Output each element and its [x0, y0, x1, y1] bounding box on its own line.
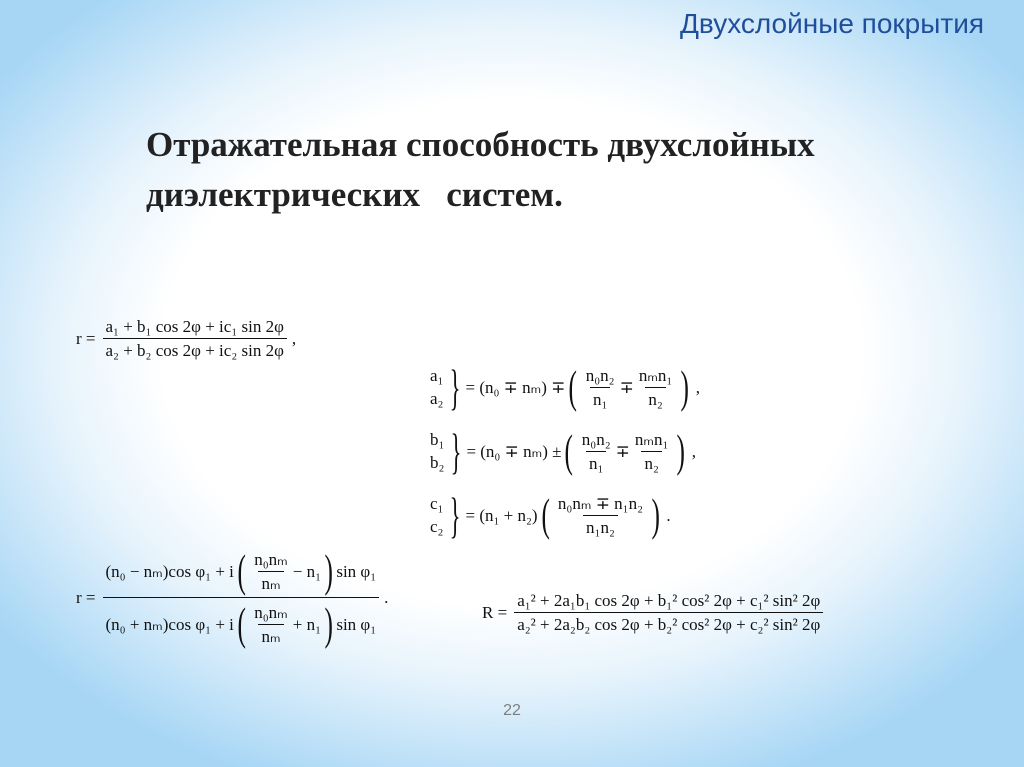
numerator: n₀nₘ — [254, 549, 288, 569]
numerator-left: (n₀ − nₘ)cos φ₁ + i — [105, 561, 234, 581]
formula-R — [482, 592, 825, 633]
formula-middle: = (n₀ ∓ nₘ) ∓ — [465, 377, 566, 397]
numerator: n₀n₂ — [585, 365, 615, 385]
formula-b-coefficients — [430, 423, 696, 479]
paren-left: ( — [237, 598, 246, 649]
inner-fraction — [251, 604, 291, 645]
denominator: n₂ — [641, 451, 661, 472]
fraction — [103, 545, 380, 649]
formula-middle: = (n₀ ∓ nₘ) ± — [466, 441, 562, 461]
paren-left: ( — [541, 489, 550, 540]
coef-bottom: b₂ — [430, 453, 445, 472]
denominator: n₁n₂ — [583, 515, 618, 536]
heading-line-1: Отражательная способность двухслойных — [146, 125, 815, 164]
right-brace: } — [450, 359, 461, 415]
inner-tail: − n₁ — [292, 561, 322, 581]
operator: ∓ — [619, 377, 634, 397]
slide-heading — [146, 120, 946, 220]
formula-a-coefficients — [430, 359, 700, 415]
formula-lhs: R = — [482, 603, 508, 622]
fraction — [555, 495, 646, 536]
punctuation: . — [666, 505, 671, 525]
punctuation: , — [691, 441, 696, 461]
numerator: nₘn₁ — [634, 429, 669, 449]
coef-bottom: c₂ — [430, 517, 444, 536]
formula-c-coefficients — [430, 487, 671, 543]
formula-middle: = (n₁ + n₂) — [465, 505, 538, 525]
fraction — [583, 367, 618, 408]
denominator: n₁ — [590, 387, 610, 408]
coefficient-stack — [430, 428, 444, 474]
right-brace: } — [451, 423, 462, 479]
fraction — [636, 367, 676, 408]
coefficient-stack — [430, 492, 443, 538]
numerator — [103, 545, 380, 597]
numerator: a₁ + b₁ cos 2φ + ic₁ sin 2φ — [105, 317, 284, 336]
punctuation: , — [695, 377, 700, 397]
paren-left: ( — [568, 361, 578, 412]
denominator: nₘ — [258, 571, 283, 592]
paren-right: ) — [324, 598, 333, 649]
denominator: nₘ — [258, 624, 283, 645]
coef-top: c₁ — [430, 494, 444, 513]
formula-lhs: r = — [76, 329, 96, 348]
page-number: 22 — [503, 702, 521, 719]
denominator — [103, 597, 380, 647]
denominator: a₂² + 2a₂b₂ cos 2φ + b₂² cos² 2φ + c₂² sin² 2φ — [514, 612, 823, 633]
fraction — [103, 318, 287, 359]
paren-left: ( — [237, 545, 246, 596]
formula-r-full — [76, 545, 389, 649]
inner-tail: + n₁ — [292, 614, 322, 634]
numerator-right: sin φ₁ — [336, 561, 377, 581]
denominator-left: (n₀ + nₘ)cos φ₁ + i — [105, 614, 234, 634]
numerator: nₘn₁ — [638, 365, 673, 385]
paren-right: ) — [324, 545, 333, 596]
numerator: a₁² + 2a₁b₁ cos 2φ + b₁² cos² 2φ + c₁² sin² 2φ — [517, 591, 821, 610]
numerator: n₀n₂ — [581, 429, 611, 449]
fraction — [632, 431, 672, 472]
right-brace: } — [450, 487, 461, 543]
coef-top: b₁ — [430, 430, 445, 449]
coef-top: a₁ — [430, 366, 444, 385]
paren-right: ) — [680, 361, 690, 412]
denominator: n₁ — [586, 451, 606, 472]
slide-title: Двухслойные покрытия — [679, 8, 984, 39]
numerator: n₀nₘ — [254, 602, 288, 622]
paren-left: ( — [564, 425, 574, 476]
paren-right: ) — [676, 425, 686, 476]
coef-bottom: a₂ — [430, 389, 444, 408]
coefficient-stack — [430, 364, 443, 410]
denominator-right: sin φ₁ — [336, 614, 377, 634]
formula-r-short — [76, 318, 296, 359]
numerator: n₀nₘ ∓ n₁n₂ — [557, 493, 644, 513]
formula-lhs: r = — [76, 588, 96, 607]
paren-right: ) — [651, 489, 660, 540]
denominator: n₂ — [645, 387, 665, 408]
punctuation: . — [384, 588, 389, 607]
operator: ∓ — [615, 441, 630, 461]
heading-line-2: диэлектрических систем. — [146, 175, 563, 214]
denominator: a₂ + b₂ cos 2φ + ic₂ sin 2φ — [103, 338, 287, 359]
punctuation: , — [291, 329, 297, 348]
fraction — [579, 431, 614, 472]
inner-fraction — [251, 551, 291, 592]
fraction — [514, 592, 823, 633]
